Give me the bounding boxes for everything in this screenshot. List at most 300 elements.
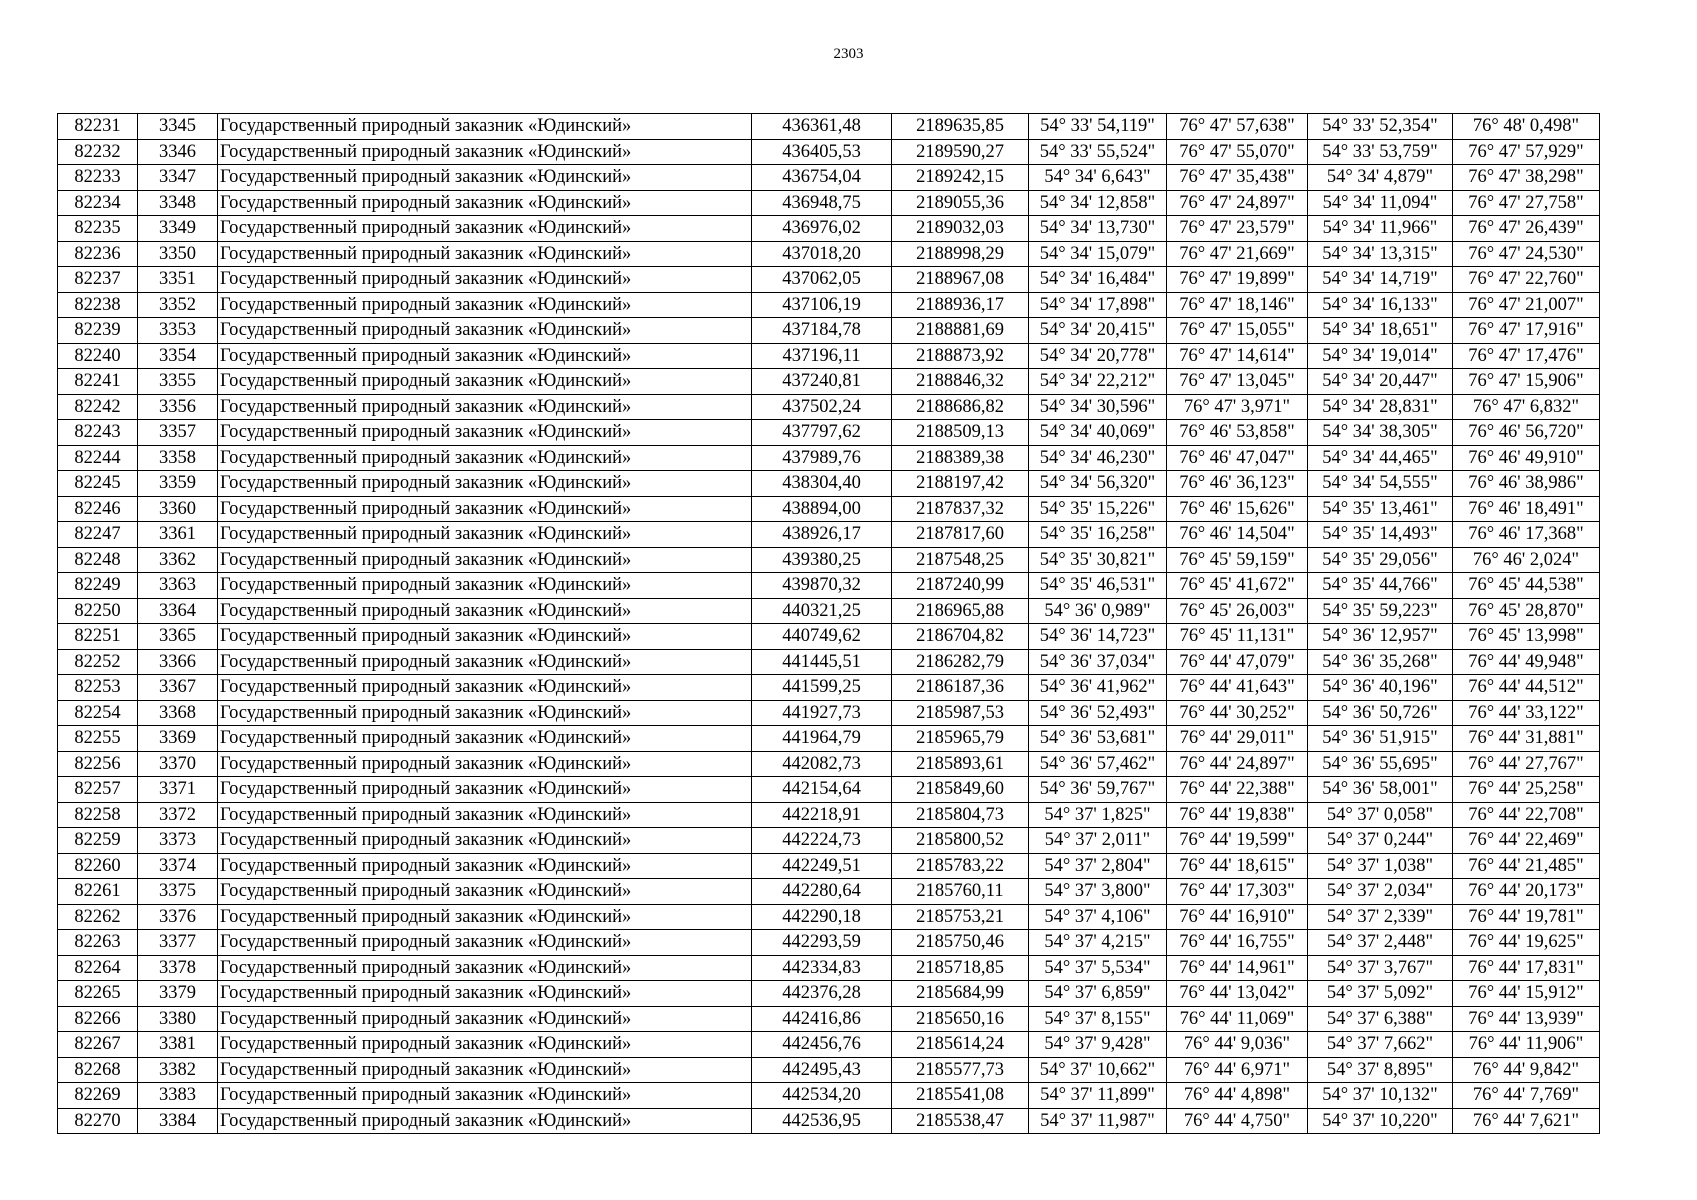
x-coordinate-cell: 441445,51 <box>752 649 892 675</box>
longitude-cell: 76° 44' 22,388" <box>1167 777 1308 803</box>
object-name-cell: Государственный природный заказник «Юдинский» <box>218 955 752 981</box>
x-coordinate-cell: 436948,75 <box>752 190 892 216</box>
table-row <box>58 114 1600 140</box>
table-row <box>58 777 1600 803</box>
latitude-cell: 54° 34' 20,415" <box>1029 318 1167 344</box>
point-number-cell: 3368 <box>138 700 218 726</box>
table-row <box>58 828 1600 854</box>
y-coordinate-cell: 2188846,32 <box>892 369 1029 395</box>
object-name-cell: Государственный природный заказник «Юдинский» <box>218 471 752 497</box>
y-coordinate-cell: 2189242,15 <box>892 165 1029 191</box>
x-coordinate-cell: 438926,17 <box>752 522 892 548</box>
x-coordinate-cell: 442280,64 <box>752 879 892 905</box>
x-coordinate-cell: 436405,53 <box>752 139 892 165</box>
latitude-cell: 54° 36' 41,962" <box>1029 675 1167 701</box>
row-number-cell: 82260 <box>58 853 138 879</box>
table-row <box>58 955 1600 981</box>
latitude-cell: 54° 36' 59,767" <box>1029 777 1167 803</box>
latitude-cell: 54° 37' 4,106" <box>1029 904 1167 930</box>
row-number-cell: 82234 <box>58 190 138 216</box>
x-coordinate-cell: 442495,43 <box>752 1057 892 1083</box>
object-name-cell: Государственный природный заказник «Юдинский» <box>218 445 752 471</box>
latitude-alt-cell: 54° 37' 3,767" <box>1308 955 1453 981</box>
object-name-cell: Государственный природный заказник «Юдинский» <box>218 700 752 726</box>
x-coordinate-cell: 442534,20 <box>752 1083 892 1109</box>
longitude-alt-cell: 76° 44' 49,948" <box>1453 649 1600 675</box>
longitude-cell: 76° 47' 14,614" <box>1167 343 1308 369</box>
point-number-cell: 3351 <box>138 267 218 293</box>
longitude-cell: 76° 44' 16,755" <box>1167 930 1308 956</box>
longitude-alt-cell: 76° 44' 15,912" <box>1453 981 1600 1007</box>
latitude-alt-cell: 54° 36' 35,268" <box>1308 649 1453 675</box>
latitude-cell: 54° 34' 20,778" <box>1029 343 1167 369</box>
point-number-cell: 3359 <box>138 471 218 497</box>
point-number-cell: 3380 <box>138 1006 218 1032</box>
table-row <box>58 675 1600 701</box>
x-coordinate-cell: 437106,19 <box>752 292 892 318</box>
longitude-alt-cell: 76° 47' 6,832" <box>1453 394 1600 420</box>
object-name-cell: Государственный природный заказник «Юдинский» <box>218 598 752 624</box>
longitude-alt-cell: 76° 44' 19,781" <box>1453 904 1600 930</box>
table-row <box>58 190 1600 216</box>
latitude-alt-cell: 54° 34' 11,094" <box>1308 190 1453 216</box>
latitude-cell: 54° 34' 13,730" <box>1029 216 1167 242</box>
longitude-alt-cell: 76° 46' 18,491" <box>1453 496 1600 522</box>
longitude-alt-cell: 76° 44' 25,258" <box>1453 777 1600 803</box>
latitude-alt-cell: 54° 34' 20,447" <box>1308 369 1453 395</box>
longitude-cell: 76° 47' 19,899" <box>1167 267 1308 293</box>
row-number-cell: 82267 <box>58 1032 138 1058</box>
point-number-cell: 3356 <box>138 394 218 420</box>
x-coordinate-cell: 441599,25 <box>752 675 892 701</box>
longitude-alt-cell: 76° 48' 0,498" <box>1453 114 1600 140</box>
longitude-cell: 76° 47' 3,971" <box>1167 394 1308 420</box>
x-coordinate-cell: 436361,48 <box>752 114 892 140</box>
point-number-cell: 3377 <box>138 930 218 956</box>
latitude-cell: 54° 34' 17,898" <box>1029 292 1167 318</box>
longitude-cell: 76° 47' 21,669" <box>1167 241 1308 267</box>
object-name-cell: Государственный природный заказник «Юдинский» <box>218 318 752 344</box>
longitude-alt-cell: 76° 47' 27,758" <box>1453 190 1600 216</box>
object-name-cell: Государственный природный заказник «Юдинский» <box>218 573 752 599</box>
latitude-cell: 54° 33' 54,119" <box>1029 114 1167 140</box>
table-row <box>58 904 1600 930</box>
longitude-alt-cell: 76° 44' 9,842" <box>1453 1057 1600 1083</box>
x-coordinate-cell: 437062,05 <box>752 267 892 293</box>
point-number-cell: 3384 <box>138 1108 218 1134</box>
point-number-cell: 3357 <box>138 420 218 446</box>
y-coordinate-cell: 2186187,36 <box>892 675 1029 701</box>
x-coordinate-cell: 437989,76 <box>752 445 892 471</box>
x-coordinate-cell: 442249,51 <box>752 853 892 879</box>
longitude-cell: 76° 46' 53,858" <box>1167 420 1308 446</box>
longitude-cell: 76° 47' 24,897" <box>1167 190 1308 216</box>
x-coordinate-cell: 437018,20 <box>752 241 892 267</box>
latitude-cell: 54° 36' 52,493" <box>1029 700 1167 726</box>
point-number-cell: 3381 <box>138 1032 218 1058</box>
x-coordinate-cell: 442224,73 <box>752 828 892 854</box>
longitude-alt-cell: 76° 47' 17,476" <box>1453 343 1600 369</box>
y-coordinate-cell: 2185753,21 <box>892 904 1029 930</box>
object-name-cell: Государственный природный заказник «Юдинский» <box>218 1032 752 1058</box>
y-coordinate-cell: 2185783,22 <box>892 853 1029 879</box>
row-number-cell: 82255 <box>58 726 138 752</box>
latitude-alt-cell: 54° 36' 50,726" <box>1308 700 1453 726</box>
y-coordinate-cell: 2186704,82 <box>892 624 1029 650</box>
longitude-cell: 76° 46' 15,626" <box>1167 496 1308 522</box>
x-coordinate-cell: 440321,25 <box>752 598 892 624</box>
y-coordinate-cell: 2185718,85 <box>892 955 1029 981</box>
object-name-cell: Государственный природный заказник «Юдинский» <box>218 547 752 573</box>
y-coordinate-cell: 2185684,99 <box>892 981 1029 1007</box>
y-coordinate-cell: 2188509,13 <box>892 420 1029 446</box>
latitude-alt-cell: 54° 36' 51,915" <box>1308 726 1453 752</box>
y-coordinate-cell: 2189032,03 <box>892 216 1029 242</box>
longitude-cell: 76° 44' 4,750" <box>1167 1108 1308 1134</box>
table-row <box>58 573 1600 599</box>
table-body <box>58 114 1600 1134</box>
row-number-cell: 82243 <box>58 420 138 446</box>
x-coordinate-cell: 442334,83 <box>752 955 892 981</box>
latitude-alt-cell: 54° 33' 53,759" <box>1308 139 1453 165</box>
table-row <box>58 318 1600 344</box>
point-number-cell: 3365 <box>138 624 218 650</box>
table-row <box>58 445 1600 471</box>
latitude-alt-cell: 54° 37' 2,034" <box>1308 879 1453 905</box>
longitude-cell: 76° 44' 11,069" <box>1167 1006 1308 1032</box>
row-number-cell: 82269 <box>58 1083 138 1109</box>
y-coordinate-cell: 2185650,16 <box>892 1006 1029 1032</box>
longitude-alt-cell: 76° 44' 17,831" <box>1453 955 1600 981</box>
object-name-cell: Государственный природный заказник «Юдинский» <box>218 420 752 446</box>
table-row <box>58 1057 1600 1083</box>
latitude-alt-cell: 54° 35' 14,493" <box>1308 522 1453 548</box>
row-number-cell: 82268 <box>58 1057 138 1083</box>
point-number-cell: 3355 <box>138 369 218 395</box>
x-coordinate-cell: 439380,25 <box>752 547 892 573</box>
row-number-cell: 82231 <box>58 114 138 140</box>
latitude-alt-cell: 54° 37' 2,448" <box>1308 930 1453 956</box>
longitude-cell: 76° 44' 29,011" <box>1167 726 1308 752</box>
y-coordinate-cell: 2185577,73 <box>892 1057 1029 1083</box>
latitude-cell: 54° 37' 8,155" <box>1029 1006 1167 1032</box>
longitude-cell: 76° 44' 19,838" <box>1167 802 1308 828</box>
point-number-cell: 3361 <box>138 522 218 548</box>
latitude-cell: 54° 35' 30,821" <box>1029 547 1167 573</box>
y-coordinate-cell: 2189055,36 <box>892 190 1029 216</box>
object-name-cell: Государственный природный заказник «Юдинский» <box>218 624 752 650</box>
object-name-cell: Государственный природный заказник «Юдинский» <box>218 751 752 777</box>
table-row <box>58 420 1600 446</box>
table-row <box>58 292 1600 318</box>
longitude-cell: 76° 45' 41,672" <box>1167 573 1308 599</box>
x-coordinate-cell: 438304,40 <box>752 471 892 497</box>
point-number-cell: 3367 <box>138 675 218 701</box>
y-coordinate-cell: 2186282,79 <box>892 649 1029 675</box>
longitude-alt-cell: 76° 44' 44,512" <box>1453 675 1600 701</box>
longitude-cell: 76° 46' 47,047" <box>1167 445 1308 471</box>
latitude-alt-cell: 54° 35' 59,223" <box>1308 598 1453 624</box>
x-coordinate-cell: 441927,73 <box>752 700 892 726</box>
longitude-alt-cell: 76° 47' 57,929" <box>1453 139 1600 165</box>
longitude-alt-cell: 76° 46' 2,024" <box>1453 547 1600 573</box>
longitude-alt-cell: 76° 44' 22,708" <box>1453 802 1600 828</box>
point-number-cell: 3345 <box>138 114 218 140</box>
table-row <box>58 267 1600 293</box>
row-number-cell: 82233 <box>58 165 138 191</box>
latitude-cell: 54° 37' 1,825" <box>1029 802 1167 828</box>
table-row <box>58 802 1600 828</box>
longitude-cell: 76° 44' 47,079" <box>1167 649 1308 675</box>
table-row <box>58 343 1600 369</box>
longitude-cell: 76° 44' 30,252" <box>1167 700 1308 726</box>
latitude-cell: 54° 37' 2,804" <box>1029 853 1167 879</box>
latitude-cell: 54° 35' 16,258" <box>1029 522 1167 548</box>
longitude-cell: 76° 44' 6,971" <box>1167 1057 1308 1083</box>
table-row <box>58 1108 1600 1134</box>
object-name-cell: Государственный природный заказник «Юдинский» <box>218 241 752 267</box>
point-number-cell: 3383 <box>138 1083 218 1109</box>
latitude-alt-cell: 54° 34' 14,719" <box>1308 267 1453 293</box>
point-number-cell: 3362 <box>138 547 218 573</box>
latitude-alt-cell: 54° 34' 13,315" <box>1308 241 1453 267</box>
x-coordinate-cell: 437184,78 <box>752 318 892 344</box>
table-row <box>58 1032 1600 1058</box>
latitude-alt-cell: 54° 36' 55,695" <box>1308 751 1453 777</box>
latitude-alt-cell: 54° 34' 54,555" <box>1308 471 1453 497</box>
y-coordinate-cell: 2188197,42 <box>892 471 1029 497</box>
longitude-alt-cell: 76° 47' 24,530" <box>1453 241 1600 267</box>
point-number-cell: 3349 <box>138 216 218 242</box>
x-coordinate-cell: 442218,91 <box>752 802 892 828</box>
point-number-cell: 3366 <box>138 649 218 675</box>
object-name-cell: Государственный природный заказник «Юдинский» <box>218 930 752 956</box>
longitude-cell: 76° 47' 23,579" <box>1167 216 1308 242</box>
longitude-cell: 76° 44' 14,961" <box>1167 955 1308 981</box>
table-row <box>58 726 1600 752</box>
latitude-cell: 54° 34' 6,643" <box>1029 165 1167 191</box>
longitude-alt-cell: 76° 45' 13,998" <box>1453 624 1600 650</box>
longitude-alt-cell: 76° 44' 19,625" <box>1453 930 1600 956</box>
point-number-cell: 3350 <box>138 241 218 267</box>
row-number-cell: 82240 <box>58 343 138 369</box>
table-row <box>58 216 1600 242</box>
y-coordinate-cell: 2187837,32 <box>892 496 1029 522</box>
y-coordinate-cell: 2185849,60 <box>892 777 1029 803</box>
point-number-cell: 3370 <box>138 751 218 777</box>
longitude-cell: 76° 47' 57,638" <box>1167 114 1308 140</box>
x-coordinate-cell: 437502,24 <box>752 394 892 420</box>
longitude-cell: 76° 44' 16,910" <box>1167 904 1308 930</box>
y-coordinate-cell: 2189590,27 <box>892 139 1029 165</box>
longitude-cell: 76° 46' 14,504" <box>1167 522 1308 548</box>
row-number-cell: 82254 <box>58 700 138 726</box>
table-row <box>58 241 1600 267</box>
latitude-alt-cell: 54° 35' 44,766" <box>1308 573 1453 599</box>
latitude-alt-cell: 54° 34' 19,014" <box>1308 343 1453 369</box>
row-number-cell: 82266 <box>58 1006 138 1032</box>
longitude-alt-cell: 76° 46' 38,986" <box>1453 471 1600 497</box>
latitude-cell: 54° 37' 6,859" <box>1029 981 1167 1007</box>
object-name-cell: Государственный природный заказник «Юдинский» <box>218 981 752 1007</box>
point-number-cell: 3358 <box>138 445 218 471</box>
row-number-cell: 82263 <box>58 930 138 956</box>
table-row <box>58 981 1600 1007</box>
longitude-cell: 76° 44' 24,897" <box>1167 751 1308 777</box>
latitude-alt-cell: 54° 37' 6,388" <box>1308 1006 1453 1032</box>
row-number-cell: 82270 <box>58 1108 138 1134</box>
y-coordinate-cell: 2188873,92 <box>892 343 1029 369</box>
row-number-cell: 82257 <box>58 777 138 803</box>
longitude-alt-cell: 76° 44' 31,881" <box>1453 726 1600 752</box>
object-name-cell: Государственный природный заказник «Юдинский» <box>218 777 752 803</box>
latitude-alt-cell: 54° 37' 10,220" <box>1308 1108 1453 1134</box>
object-name-cell: Государственный природный заказник «Юдинский» <box>218 675 752 701</box>
row-number-cell: 82262 <box>58 904 138 930</box>
latitude-alt-cell: 54° 37' 0,244" <box>1308 828 1453 854</box>
latitude-alt-cell: 54° 34' 28,831" <box>1308 394 1453 420</box>
table-row <box>58 522 1600 548</box>
x-coordinate-cell: 437797,62 <box>752 420 892 446</box>
object-name-cell: Государственный природный заказник «Юдинский» <box>218 1108 752 1134</box>
longitude-alt-cell: 76° 47' 17,916" <box>1453 318 1600 344</box>
object-name-cell: Государственный природный заказник «Юдинский» <box>218 1057 752 1083</box>
longitude-alt-cell: 76° 44' 20,173" <box>1453 879 1600 905</box>
longitude-cell: 76° 45' 59,159" <box>1167 547 1308 573</box>
y-coordinate-cell: 2188967,08 <box>892 267 1029 293</box>
object-name-cell: Государственный природный заказник «Юдинский» <box>218 216 752 242</box>
table-row <box>58 1006 1600 1032</box>
object-name-cell: Государственный природный заказник «Юдинский» <box>218 853 752 879</box>
latitude-alt-cell: 54° 37' 10,132" <box>1308 1083 1453 1109</box>
object-name-cell: Государственный природный заказник «Юдинский» <box>218 649 752 675</box>
x-coordinate-cell: 442293,59 <box>752 930 892 956</box>
page-number: 2303 <box>833 46 864 62</box>
longitude-alt-cell: 76° 44' 11,906" <box>1453 1032 1600 1058</box>
row-number-cell: 82250 <box>58 598 138 624</box>
row-number-cell: 82244 <box>58 445 138 471</box>
table-row <box>58 751 1600 777</box>
longitude-alt-cell: 76° 44' 22,469" <box>1453 828 1600 854</box>
table-row <box>58 700 1600 726</box>
object-name-cell: Государственный природный заказник «Юдинский» <box>218 114 752 140</box>
point-number-cell: 3373 <box>138 828 218 854</box>
point-number-cell: 3376 <box>138 904 218 930</box>
row-number-cell: 82232 <box>58 139 138 165</box>
row-number-cell: 82252 <box>58 649 138 675</box>
table-row <box>58 547 1600 573</box>
point-number-cell: 3371 <box>138 777 218 803</box>
latitude-alt-cell: 54° 36' 58,001" <box>1308 777 1453 803</box>
longitude-alt-cell: 76° 47' 21,007" <box>1453 292 1600 318</box>
longitude-alt-cell: 76° 47' 22,760" <box>1453 267 1600 293</box>
longitude-cell: 76° 44' 9,036" <box>1167 1032 1308 1058</box>
latitude-cell: 54° 36' 57,462" <box>1029 751 1167 777</box>
object-name-cell: Государственный природный заказник «Юдинский» <box>218 139 752 165</box>
point-number-cell: 3348 <box>138 190 218 216</box>
table-row <box>58 471 1600 497</box>
latitude-cell: 54° 37' 2,011" <box>1029 828 1167 854</box>
table-row <box>58 598 1600 624</box>
table-row <box>58 369 1600 395</box>
object-name-cell: Государственный природный заказник «Юдинский» <box>218 522 752 548</box>
longitude-alt-cell: 76° 46' 17,368" <box>1453 522 1600 548</box>
point-number-cell: 3382 <box>138 1057 218 1083</box>
latitude-cell: 54° 35' 15,226" <box>1029 496 1167 522</box>
x-coordinate-cell: 442536,95 <box>752 1108 892 1134</box>
object-name-cell: Государственный природный заказник «Юдинский» <box>218 267 752 293</box>
latitude-cell: 54° 34' 15,079" <box>1029 241 1167 267</box>
table-row <box>58 496 1600 522</box>
row-number-cell: 82248 <box>58 547 138 573</box>
y-coordinate-cell: 2188936,17 <box>892 292 1029 318</box>
point-number-cell: 3374 <box>138 853 218 879</box>
latitude-cell: 54° 37' 11,899" <box>1029 1083 1167 1109</box>
latitude-alt-cell: 54° 33' 52,354" <box>1308 114 1453 140</box>
longitude-alt-cell: 76° 44' 7,621" <box>1453 1108 1600 1134</box>
table-row <box>58 853 1600 879</box>
row-number-cell: 82258 <box>58 802 138 828</box>
longitude-alt-cell: 76° 46' 56,720" <box>1453 420 1600 446</box>
latitude-cell: 54° 34' 16,484" <box>1029 267 1167 293</box>
x-coordinate-cell: 437240,81 <box>752 369 892 395</box>
y-coordinate-cell: 2185750,46 <box>892 930 1029 956</box>
latitude-cell: 54° 36' 0,989" <box>1029 598 1167 624</box>
y-coordinate-cell: 2185965,79 <box>892 726 1029 752</box>
longitude-alt-cell: 76° 44' 7,769" <box>1453 1083 1600 1109</box>
point-number-cell: 3352 <box>138 292 218 318</box>
table-row <box>58 165 1600 191</box>
longitude-cell: 76° 45' 11,131" <box>1167 624 1308 650</box>
latitude-cell: 54° 37' 4,215" <box>1029 930 1167 956</box>
x-coordinate-cell: 441964,79 <box>752 726 892 752</box>
point-number-cell: 3363 <box>138 573 218 599</box>
y-coordinate-cell: 2185614,24 <box>892 1032 1029 1058</box>
longitude-cell: 76° 44' 41,643" <box>1167 675 1308 701</box>
longitude-cell: 76° 47' 13,045" <box>1167 369 1308 395</box>
longitude-alt-cell: 76° 44' 27,767" <box>1453 751 1600 777</box>
latitude-cell: 54° 34' 12,858" <box>1029 190 1167 216</box>
point-number-cell: 3378 <box>138 955 218 981</box>
y-coordinate-cell: 2188881,69 <box>892 318 1029 344</box>
longitude-alt-cell: 76° 46' 49,910" <box>1453 445 1600 471</box>
row-number-cell: 82239 <box>58 318 138 344</box>
longitude-alt-cell: 76° 44' 21,485" <box>1453 853 1600 879</box>
object-name-cell: Государственный природный заказник «Юдинский» <box>218 828 752 854</box>
table-row <box>58 139 1600 165</box>
row-number-cell: 82236 <box>58 241 138 267</box>
table-row <box>58 394 1600 420</box>
longitude-cell: 76° 44' 17,303" <box>1167 879 1308 905</box>
y-coordinate-cell: 2185800,52 <box>892 828 1029 854</box>
object-name-cell: Государственный природный заказник «Юдинский» <box>218 496 752 522</box>
x-coordinate-cell: 440749,62 <box>752 624 892 650</box>
point-number-cell: 3346 <box>138 139 218 165</box>
latitude-alt-cell: 54° 37' 1,038" <box>1308 853 1453 879</box>
x-coordinate-cell: 442376,28 <box>752 981 892 1007</box>
latitude-cell: 54° 34' 56,320" <box>1029 471 1167 497</box>
point-number-cell: 3379 <box>138 981 218 1007</box>
y-coordinate-cell: 2187548,25 <box>892 547 1029 573</box>
y-coordinate-cell: 2185893,61 <box>892 751 1029 777</box>
object-name-cell: Государственный природный заказник «Юдинский» <box>218 1006 752 1032</box>
row-number-cell: 82246 <box>58 496 138 522</box>
x-coordinate-cell: 437196,11 <box>752 343 892 369</box>
longitude-alt-cell: 76° 47' 26,439" <box>1453 216 1600 242</box>
point-number-cell: 3375 <box>138 879 218 905</box>
x-coordinate-cell: 442082,73 <box>752 751 892 777</box>
longitude-cell: 76° 47' 15,055" <box>1167 318 1308 344</box>
